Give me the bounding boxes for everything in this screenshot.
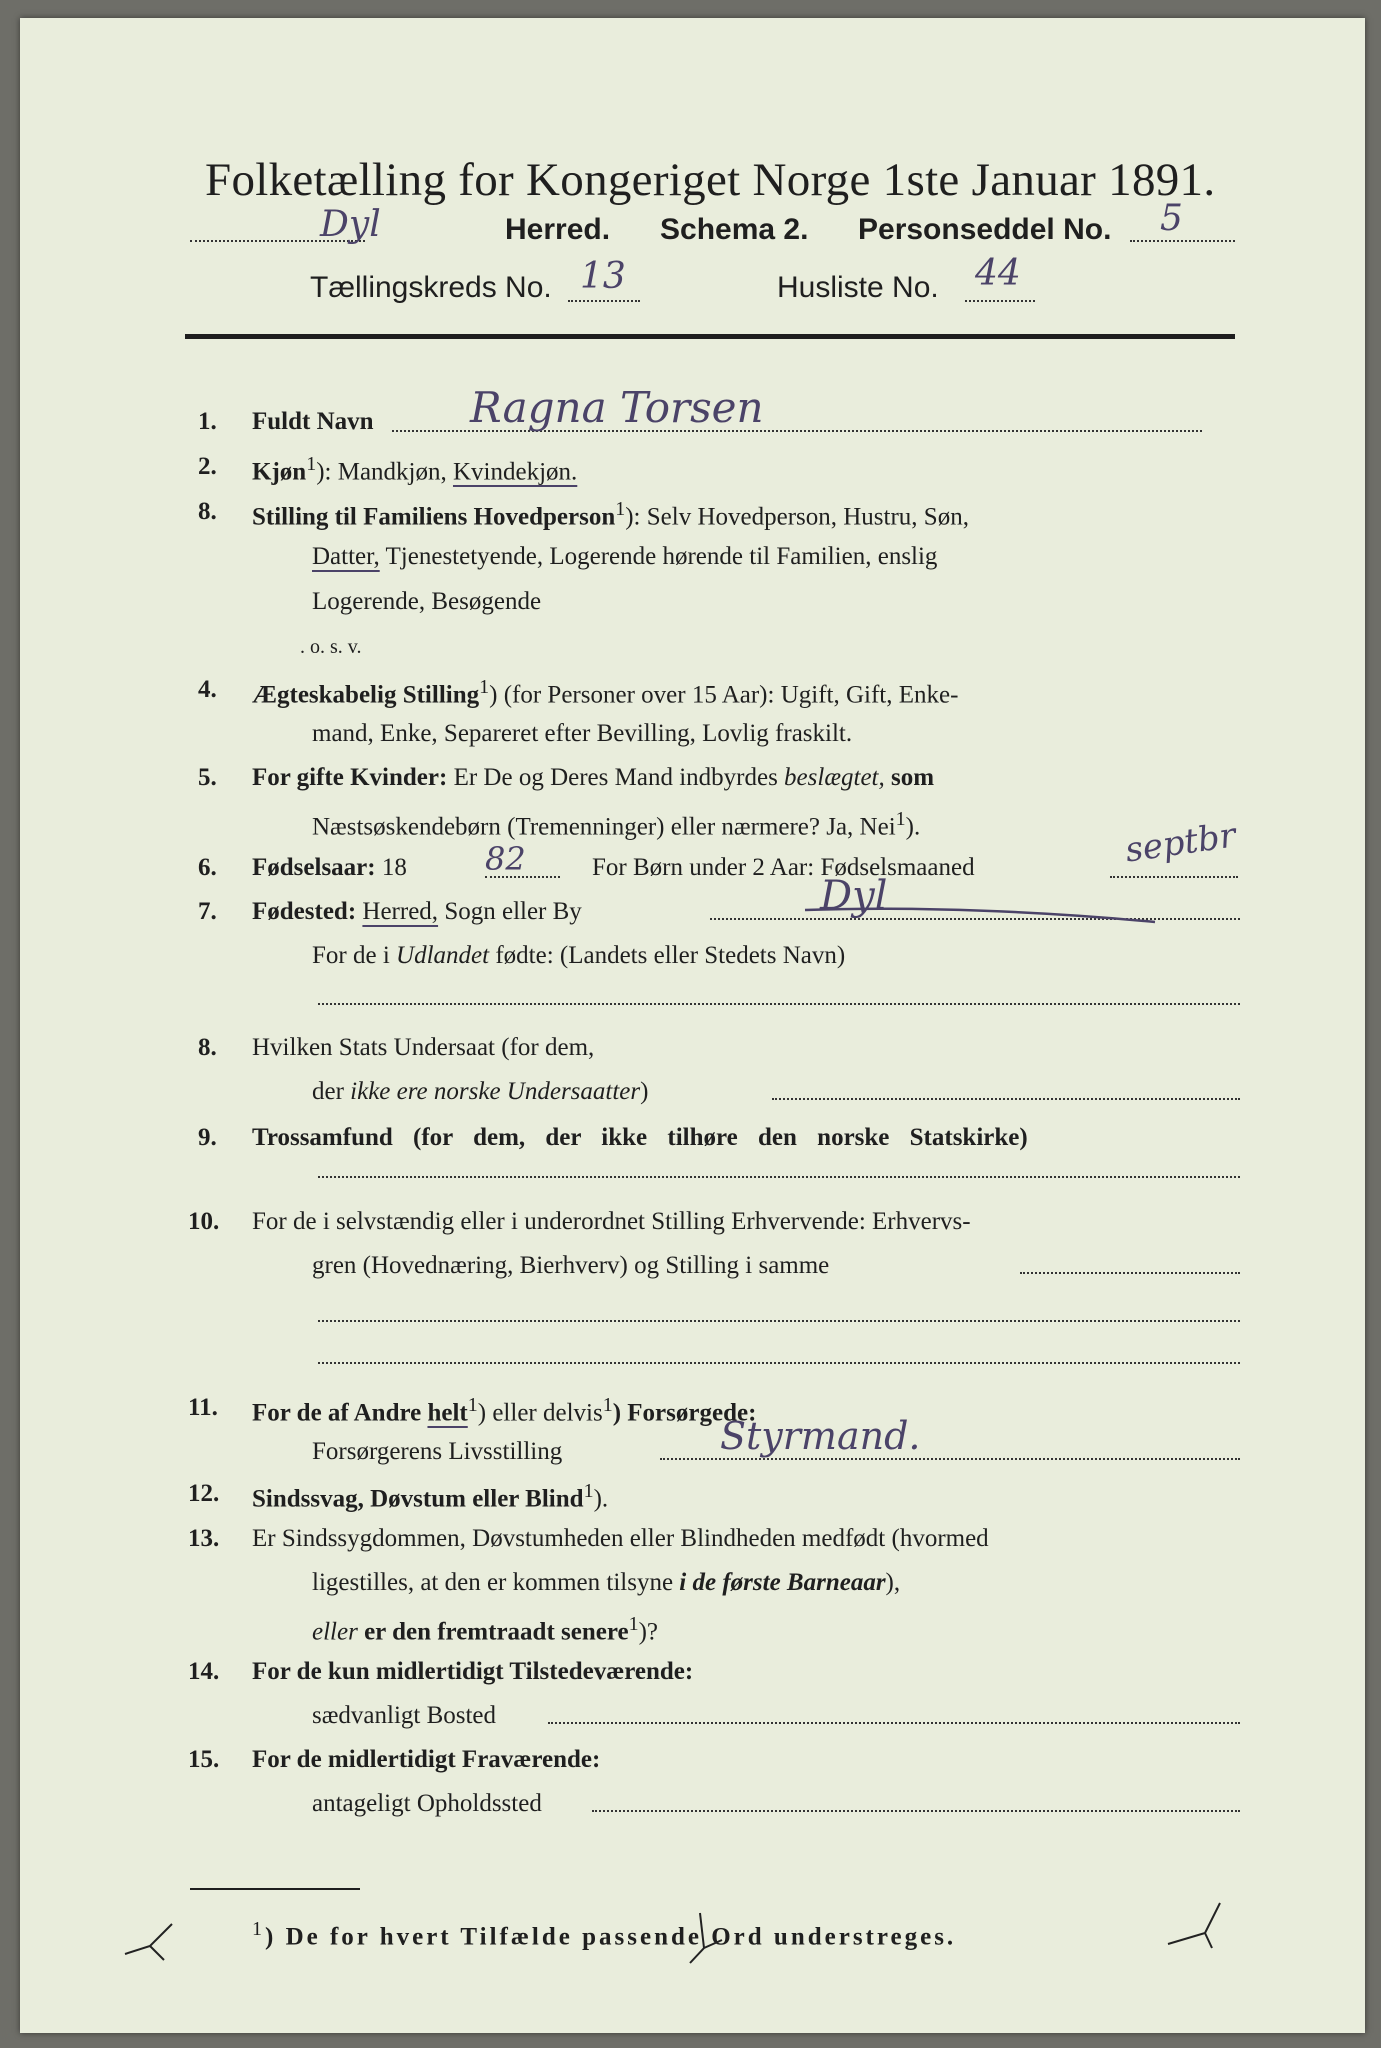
q4-label: Ægteskabelig Stilling: [252, 681, 480, 709]
q8-line2-b: ): [640, 1078, 649, 1105]
q14-line2: sædvanligt Bosted: [312, 1702, 497, 1729]
q11-sup: 1: [467, 1394, 478, 1416]
footnote-rule: [190, 1888, 360, 1890]
q8-dotted-line: [772, 1098, 1240, 1100]
q8-number: 8.: [198, 1034, 217, 1061]
q7-line1: [252, 898, 582, 926]
q14-number: 14.: [188, 1658, 220, 1685]
q3-sup: 1: [615, 498, 626, 520]
q7-line2: [312, 942, 845, 970]
footnote-sup: 1: [252, 1918, 265, 1940]
q10-dotted-line-1: [1020, 1272, 1240, 1274]
q3-line3: Logerende, Besøgende: [312, 588, 542, 615]
left-corner-mark-icon: [120, 1916, 180, 1966]
q4-number: 4.: [198, 676, 217, 703]
q8-line2-italic: ikke ere norske Undersaatter: [350, 1078, 641, 1105]
q3-line1: [252, 498, 969, 531]
q9-line1: Trossamfund (for dem, der ikke tilhøre den norske Statskirke): [252, 1124, 1028, 1151]
q3-line2-rest: Tjenestetyende, Logerende hørende til Familien, enslig: [385, 543, 938, 570]
q13-line2-a: ligestilles, at den er kommen tilsyne: [312, 1569, 674, 1596]
q2-option-kvindekjon: Kvindekjøn.: [452, 458, 578, 486]
q15-dotted-line: [592, 1810, 1240, 1812]
right-corner-mark-icon: [1160, 1898, 1230, 1958]
q2-sup: 1: [306, 453, 317, 475]
husliste-dotted-line: [965, 300, 1035, 302]
herred-handwritten: Dyl: [320, 204, 381, 245]
q12-label: Sindssvag, Døvstum eller Blind: [252, 1485, 584, 1513]
q11-dotted-line: [660, 1458, 1240, 1460]
q1-number: 1.: [198, 408, 217, 435]
q13-line1: Er Sindssygdommen, Døvstumheden eller Blindheden medfødt (hvormed: [252, 1525, 989, 1552]
q10-line1: For de i selvstændig eller i underordnet Stilling Erhvervende: Erhvervs-: [252, 1208, 971, 1235]
q5-line2-end: ).: [905, 813, 921, 841]
q15-line1: For de midlertidigt Fraværende:: [252, 1746, 601, 1773]
herred-label: Herred.: [505, 213, 611, 246]
q7-line2-italic: Udlandet: [396, 942, 490, 969]
q5-line1-c: som: [890, 764, 935, 791]
q12-end: ).: [593, 1485, 609, 1513]
q12-line1: [252, 1480, 608, 1513]
q11-line1-a: For de af Andre: [252, 1399, 422, 1427]
q6-year-handwritten: 82: [485, 840, 526, 878]
q13-line2-italic: i de første Barneaar: [679, 1569, 886, 1596]
q5-line1-b: Er De og Deres Mand indbyrdes: [453, 764, 778, 791]
header-rule: [185, 334, 1235, 339]
q3-label: Stilling til Familiens Hovedperson: [252, 503, 616, 531]
husliste-label: Husliste No.: [777, 271, 939, 304]
q3-line1-rest: ): Selv Hovedperson, Hustru, Søn,: [625, 503, 969, 531]
q11-number: 11.: [188, 1394, 218, 1421]
q8-line1: Hvilken Stats Undersaat (for dem,: [252, 1034, 595, 1061]
q9-dotted-line: [318, 1176, 1240, 1178]
q6-label: Fødselsaar:: [252, 854, 376, 881]
q10-dotted-line-2: [318, 1320, 1240, 1322]
q8-line2: [312, 1078, 648, 1106]
q13-line3-italic: eller: [312, 1618, 358, 1646]
q10-number: 10.: [188, 1208, 220, 1235]
q7-answer: Dyl: [820, 873, 888, 919]
q1-answer-name: Ragna Torsen: [470, 383, 764, 432]
q15-line2: antageligt Opholdssted: [312, 1790, 542, 1817]
q11-line1-c: ) Forsørgede:: [612, 1399, 757, 1427]
q7-label: Fødested:: [252, 898, 357, 925]
q1-label: Fuldt Navn: [252, 408, 374, 435]
q11-line2: Forsørgerens Livsstilling: [312, 1438, 563, 1465]
q12-sup: 1: [583, 1480, 594, 1502]
q5-sup: 1: [895, 808, 906, 830]
q6-number: 6.: [198, 854, 217, 881]
q11-line1-b: ) eller delvis: [477, 1399, 603, 1427]
q6-month-dotted-line: [1110, 876, 1238, 878]
husliste-no: 44: [975, 253, 1021, 294]
q4-line1: [252, 676, 958, 709]
schema-label: Schema 2.: [660, 213, 809, 246]
q6-line1: [252, 854, 407, 882]
q10-line2: gren (Hovednæring, Bierhverv) og Stilling i samme: [312, 1252, 830, 1279]
q5-line2-text: Næstsøskendebørn (Tremenninger) eller nærmere? Ja, Nei: [312, 813, 896, 841]
q14-line1: For de kun midlertidigt Tilstedeværende:: [252, 1658, 694, 1685]
q11-line1: [252, 1394, 756, 1427]
q4-sup: 1: [479, 676, 490, 698]
q11-option-helt: helt: [427, 1399, 468, 1427]
q2-label: Kjøn: [252, 458, 307, 486]
q10-dotted-line-3: [318, 1362, 1240, 1364]
q15-number: 15.: [188, 1746, 220, 1773]
q5-number: 5.: [198, 764, 217, 791]
q5-line2: [312, 808, 920, 841]
q5-line1: [252, 764, 934, 792]
q13-sup: 1: [628, 1613, 639, 1635]
q8-line2-a: der: [312, 1078, 344, 1105]
q3-line4: . o. s. v.: [300, 636, 362, 658]
footnote-text: ) De for hvert Tilfælde passende Ord understreges.: [265, 1923, 957, 1951]
taellingskreds-label: Tællingskreds No.: [310, 271, 552, 304]
q7-line2-a: For de i: [312, 942, 390, 969]
q6-year-prefix: 18: [381, 854, 407, 881]
q3-option-datter: Datter,: [312, 543, 380, 570]
q13-line2-b: ),: [885, 1569, 901, 1596]
q5-line1-italic: beslægtet,: [784, 764, 885, 791]
footnote: [252, 1918, 956, 1951]
q13-line3-b: er den fremtraadt senere: [364, 1618, 629, 1646]
taellingskreds-no: 13: [580, 256, 626, 297]
q7-answer-underline-stroke: [800, 898, 1160, 928]
q4-line1-rest: ) (for Personer over 15 Aar): Ugift, Gift, Enke-: [489, 681, 959, 709]
q2-rest: ): Mandkjøn,: [316, 458, 447, 486]
q7-number: 7.: [198, 898, 217, 925]
q6-rest: For Børn under 2 Aar: Fødselsmaaned: [592, 854, 975, 881]
q3-number: 8.: [198, 498, 217, 525]
q13-line3-end: )?: [638, 1618, 659, 1646]
q12-number: 12.: [188, 1480, 220, 1507]
census-form-sheet: [20, 18, 1365, 2033]
q7-rest: Sogn eller By: [444, 898, 582, 925]
q2-text: [252, 453, 577, 486]
q14-dotted-line: [548, 1722, 1240, 1724]
q4-line2: mand, Enke, Separeret efter Bevilling, Lovlig fraskilt.: [312, 720, 853, 747]
q5-label: For gifte Kvinder:: [252, 764, 448, 791]
taellingskreds-dotted-line: [568, 300, 640, 302]
q7-option-herred: Herred,: [362, 898, 439, 925]
q11-sup-2: 1: [602, 1394, 613, 1416]
q3-line2: [312, 543, 937, 571]
q13-line3: [312, 1613, 658, 1646]
q13-line2: [312, 1569, 900, 1597]
q9-number: 9.: [198, 1124, 217, 1151]
q6-month-handwritten: septbr: [1122, 815, 1239, 871]
center-corner-mark-icon: [680, 1908, 730, 1968]
q2-number: 2.: [198, 453, 217, 480]
form-title: Folketælling for Kongeriget Norge 1ste Januar 1891.: [205, 154, 1216, 206]
q13-number: 13.: [188, 1525, 220, 1552]
personseddel-no: 5: [1160, 198, 1183, 239]
personseddel-label: Personseddel No.: [858, 213, 1112, 246]
q7-line2-b: fødte: (Landets eller Stedets Navn): [495, 942, 846, 969]
q7-foreign-dotted-line: [318, 1003, 1240, 1005]
q11-answer: Styrmand.: [720, 1414, 921, 1458]
personseddel-dotted-line: [1130, 240, 1235, 242]
